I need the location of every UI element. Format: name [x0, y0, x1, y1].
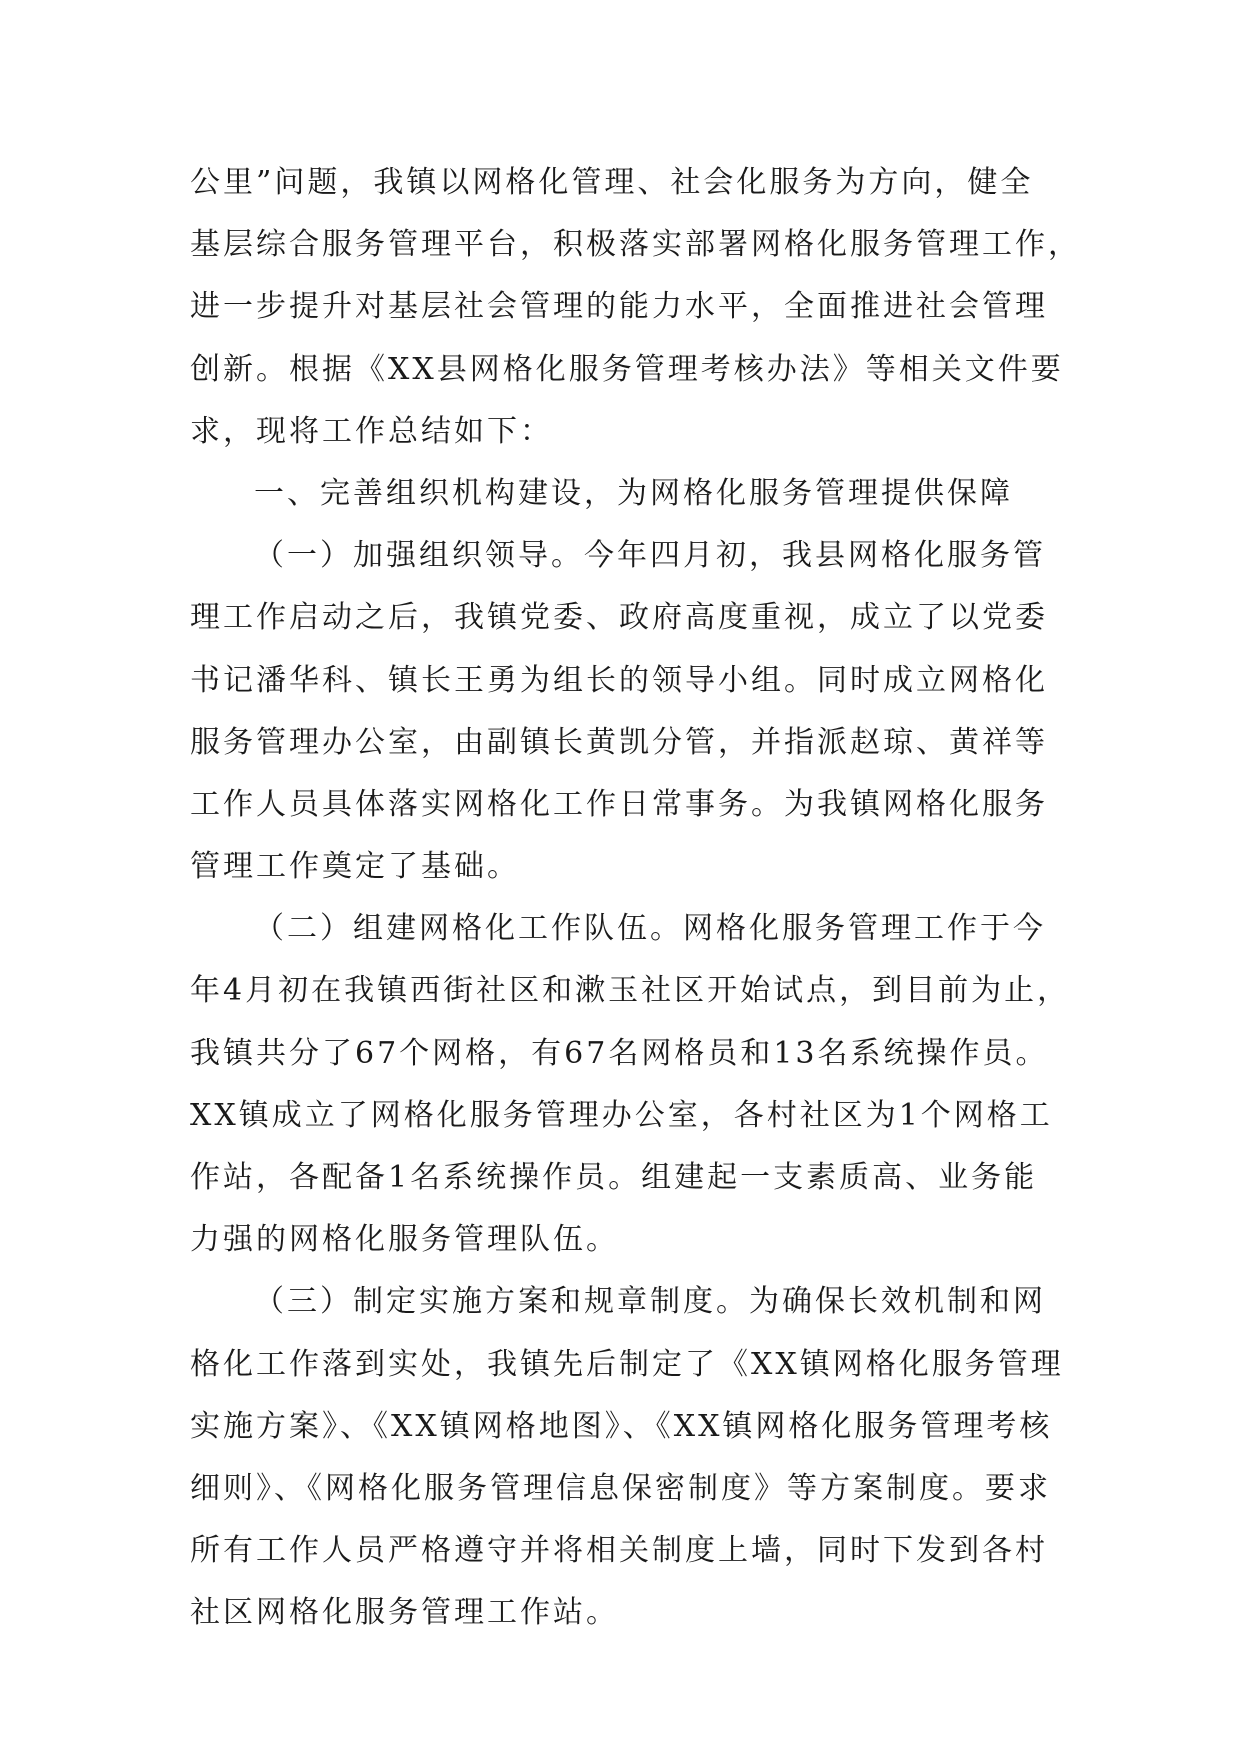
paragraph-line: 年4月初在我镇西街社区和漱玉社区开始试点，到目前为止， [190, 973, 1071, 1009]
paragraph-line: 创新。根据《XX县网格化服务管理考核办法》等相关文件要 [190, 351, 1064, 387]
paragraph-line: 理工作启动之后，我镇党委、政府高度重视，成立了以党委 [190, 600, 1048, 636]
paragraph-line: 公里”问题，我镇以网格化管理、社会化服务为方向，健全 [190, 165, 1034, 200]
paragraph-line: 实施方案》、《XX镇网格地图》、《XX镇网格化服务管理考核 [190, 1408, 1053, 1444]
document-body [190, 152, 1090, 1645]
paragraph-line: 作站，各配备1名系统操作员。组建起一支素质高、业务能 [190, 1160, 1038, 1195]
paragraph-line: 书记潘华科、镇长王勇为组长的领导小组。同时成立网格化 [190, 662, 1048, 698]
paragraph-line: 所有工作人员严格遵守并将相关制度上墙，同时下发到各村 [190, 1533, 1048, 1569]
subsection-heading-line: （二）组建网格化工作队伍。网格化服务管理工作于今 [254, 911, 1046, 947]
paragraph-line: 细则》、《网格化服务管理信息保密制度》等方案制度。要求 [190, 1470, 1051, 1506]
paragraph-line: 格化工作落到实处，我镇先后制定了《XX镇网格化服务管理 [190, 1346, 1064, 1382]
paragraph-line: 工作人员具体落实网格化工作日常事务。为我镇网格化服务 [190, 786, 1048, 822]
paragraph-line: 力强的网格化服务管理队伍。 [190, 1222, 619, 1258]
paragraph-line: 社区网格化服务管理工作站。 [190, 1595, 619, 1631]
subsection-heading-line: （一）加强组织领导。今年四月初，我县网格化服务管 [254, 538, 1046, 574]
paragraph-line: 基层综合服务管理平台，积极落实部署网格化服务管理工作， [190, 227, 1081, 263]
paragraph-line: 服务管理办公室，由副镇长黄凯分管，并指派赵琼、黄祥等 [190, 724, 1048, 760]
paragraph-line: 进一步提升对基层社会管理的能力水平，全面推进社会管理 [190, 289, 1048, 325]
section-heading: 一、完善组织机构建设，为网格化服务管理提供保障 [254, 475, 1013, 511]
paragraph-line: 管理工作奠定了基础。 [190, 849, 520, 885]
paragraph-line: 求，现将工作总结如下： [190, 413, 553, 449]
subsection-heading-line: （三）制定实施方案和规章制度。为确保长效机制和网 [254, 1284, 1046, 1320]
paragraph-line: XX镇成立了网格化服务管理办公室，各村社区为1个网格工 [190, 1097, 1053, 1133]
paragraph-line: 我镇共分了67个网格，有67名网格员和13名系统操作员。 [190, 1035, 1049, 1071]
